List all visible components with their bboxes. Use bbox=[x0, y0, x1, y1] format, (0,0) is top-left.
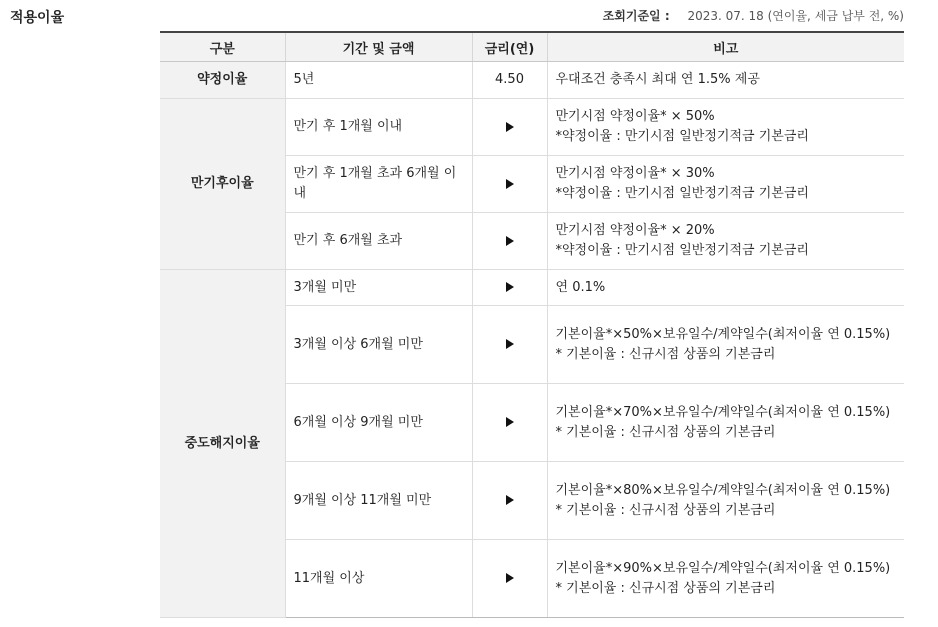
period-cell: 5년 bbox=[285, 62, 472, 99]
note-cell: 기본이율*×50%×보유일수/계약일수(최저이율 연 0.15%) * 기본이율 : 신규시점 상품의 기본금리 bbox=[547, 306, 904, 384]
note-cell: 기본이율*×90%×보유일수/계약일수(최저이율 연 0.15%) * 기본이율 : 신규시점 상품의 기본금리 bbox=[547, 540, 904, 618]
period-cell: 3개월 미만 bbox=[285, 270, 472, 306]
period-cell: 3개월 이상 6개월 미만 bbox=[285, 306, 472, 384]
category-cell: 중도해지이율 bbox=[160, 270, 285, 618]
note-cell: 만기시점 약정이율* × 30% *약정이율 : 만기시점 일반정기적금 기본금리 bbox=[547, 156, 904, 213]
rate-cell bbox=[472, 270, 547, 306]
rate-cell bbox=[472, 306, 547, 384]
period-cell: 11개월 이상 bbox=[285, 540, 472, 618]
category-cell: 약정이율 bbox=[160, 62, 285, 99]
period-cell: 만기 후 6개월 초과 bbox=[285, 213, 472, 270]
play-arrow-icon bbox=[506, 495, 514, 505]
period-cell: 만기 후 1개월 초과 6개월 이내 bbox=[285, 156, 472, 213]
table-row bbox=[160, 62, 904, 99]
header-note: 비고 bbox=[547, 32, 904, 62]
table-row bbox=[160, 270, 904, 306]
play-arrow-icon bbox=[506, 417, 514, 427]
rate-cell bbox=[472, 99, 547, 156]
note-cell: 만기시점 약정이율* × 20% *약정이율 : 만기시점 일반정기적금 기본금리 bbox=[547, 213, 904, 270]
rate-cell bbox=[472, 462, 547, 540]
section-title: 적용이율 bbox=[10, 10, 65, 26]
reference-date-label: 조회기준일 : bbox=[602, 9, 670, 23]
interest-rate-table bbox=[160, 31, 904, 618]
play-arrow-icon bbox=[506, 573, 514, 583]
note-cell: 만기시점 약정이율* × 50% *약정이율 : 만기시점 일반정기적금 기본금리 bbox=[547, 99, 904, 156]
play-arrow-icon bbox=[506, 282, 514, 292]
rate-cell bbox=[472, 156, 547, 213]
category-cell: 만기후이율 bbox=[160, 99, 285, 270]
rate-cell: 4.50 bbox=[472, 62, 547, 99]
play-arrow-icon bbox=[506, 236, 514, 246]
header-category: 구분 bbox=[160, 32, 285, 62]
header-rate: 금리(연) bbox=[472, 32, 547, 62]
rate-cell bbox=[472, 384, 547, 462]
play-arrow-icon bbox=[506, 179, 514, 189]
note-cell: 기본이율*×70%×보유일수/계약일수(최저이율 연 0.15%) * 기본이율 : 신규시점 상품의 기본금리 bbox=[547, 384, 904, 462]
period-cell: 6개월 이상 9개월 미만 bbox=[285, 384, 472, 462]
period-cell: 만기 후 1개월 이내 bbox=[285, 99, 472, 156]
rate-cell bbox=[472, 540, 547, 618]
play-arrow-icon bbox=[506, 122, 514, 132]
play-arrow-icon bbox=[506, 339, 514, 349]
period-cell: 9개월 이상 11개월 미만 bbox=[285, 462, 472, 540]
table-row bbox=[160, 99, 904, 156]
note-cell: 우대조건 충족시 최대 연 1.5% 제공 bbox=[547, 62, 904, 99]
note-cell: 기본이율*×80%×보유일수/계약일수(최저이율 연 0.15%) * 기본이율 : 신규시점 상품의 기본금리 bbox=[547, 462, 904, 540]
rate-cell bbox=[472, 213, 547, 270]
header-period: 기간 및 금액 bbox=[285, 32, 472, 62]
table-header-row bbox=[160, 32, 904, 62]
reference-date bbox=[603, 7, 904, 24]
reference-date-value: 2023. 07. 18 (연이율, 세금 납부 전, %) bbox=[687, 9, 904, 23]
note-cell: 연 0.1% bbox=[547, 270, 904, 306]
